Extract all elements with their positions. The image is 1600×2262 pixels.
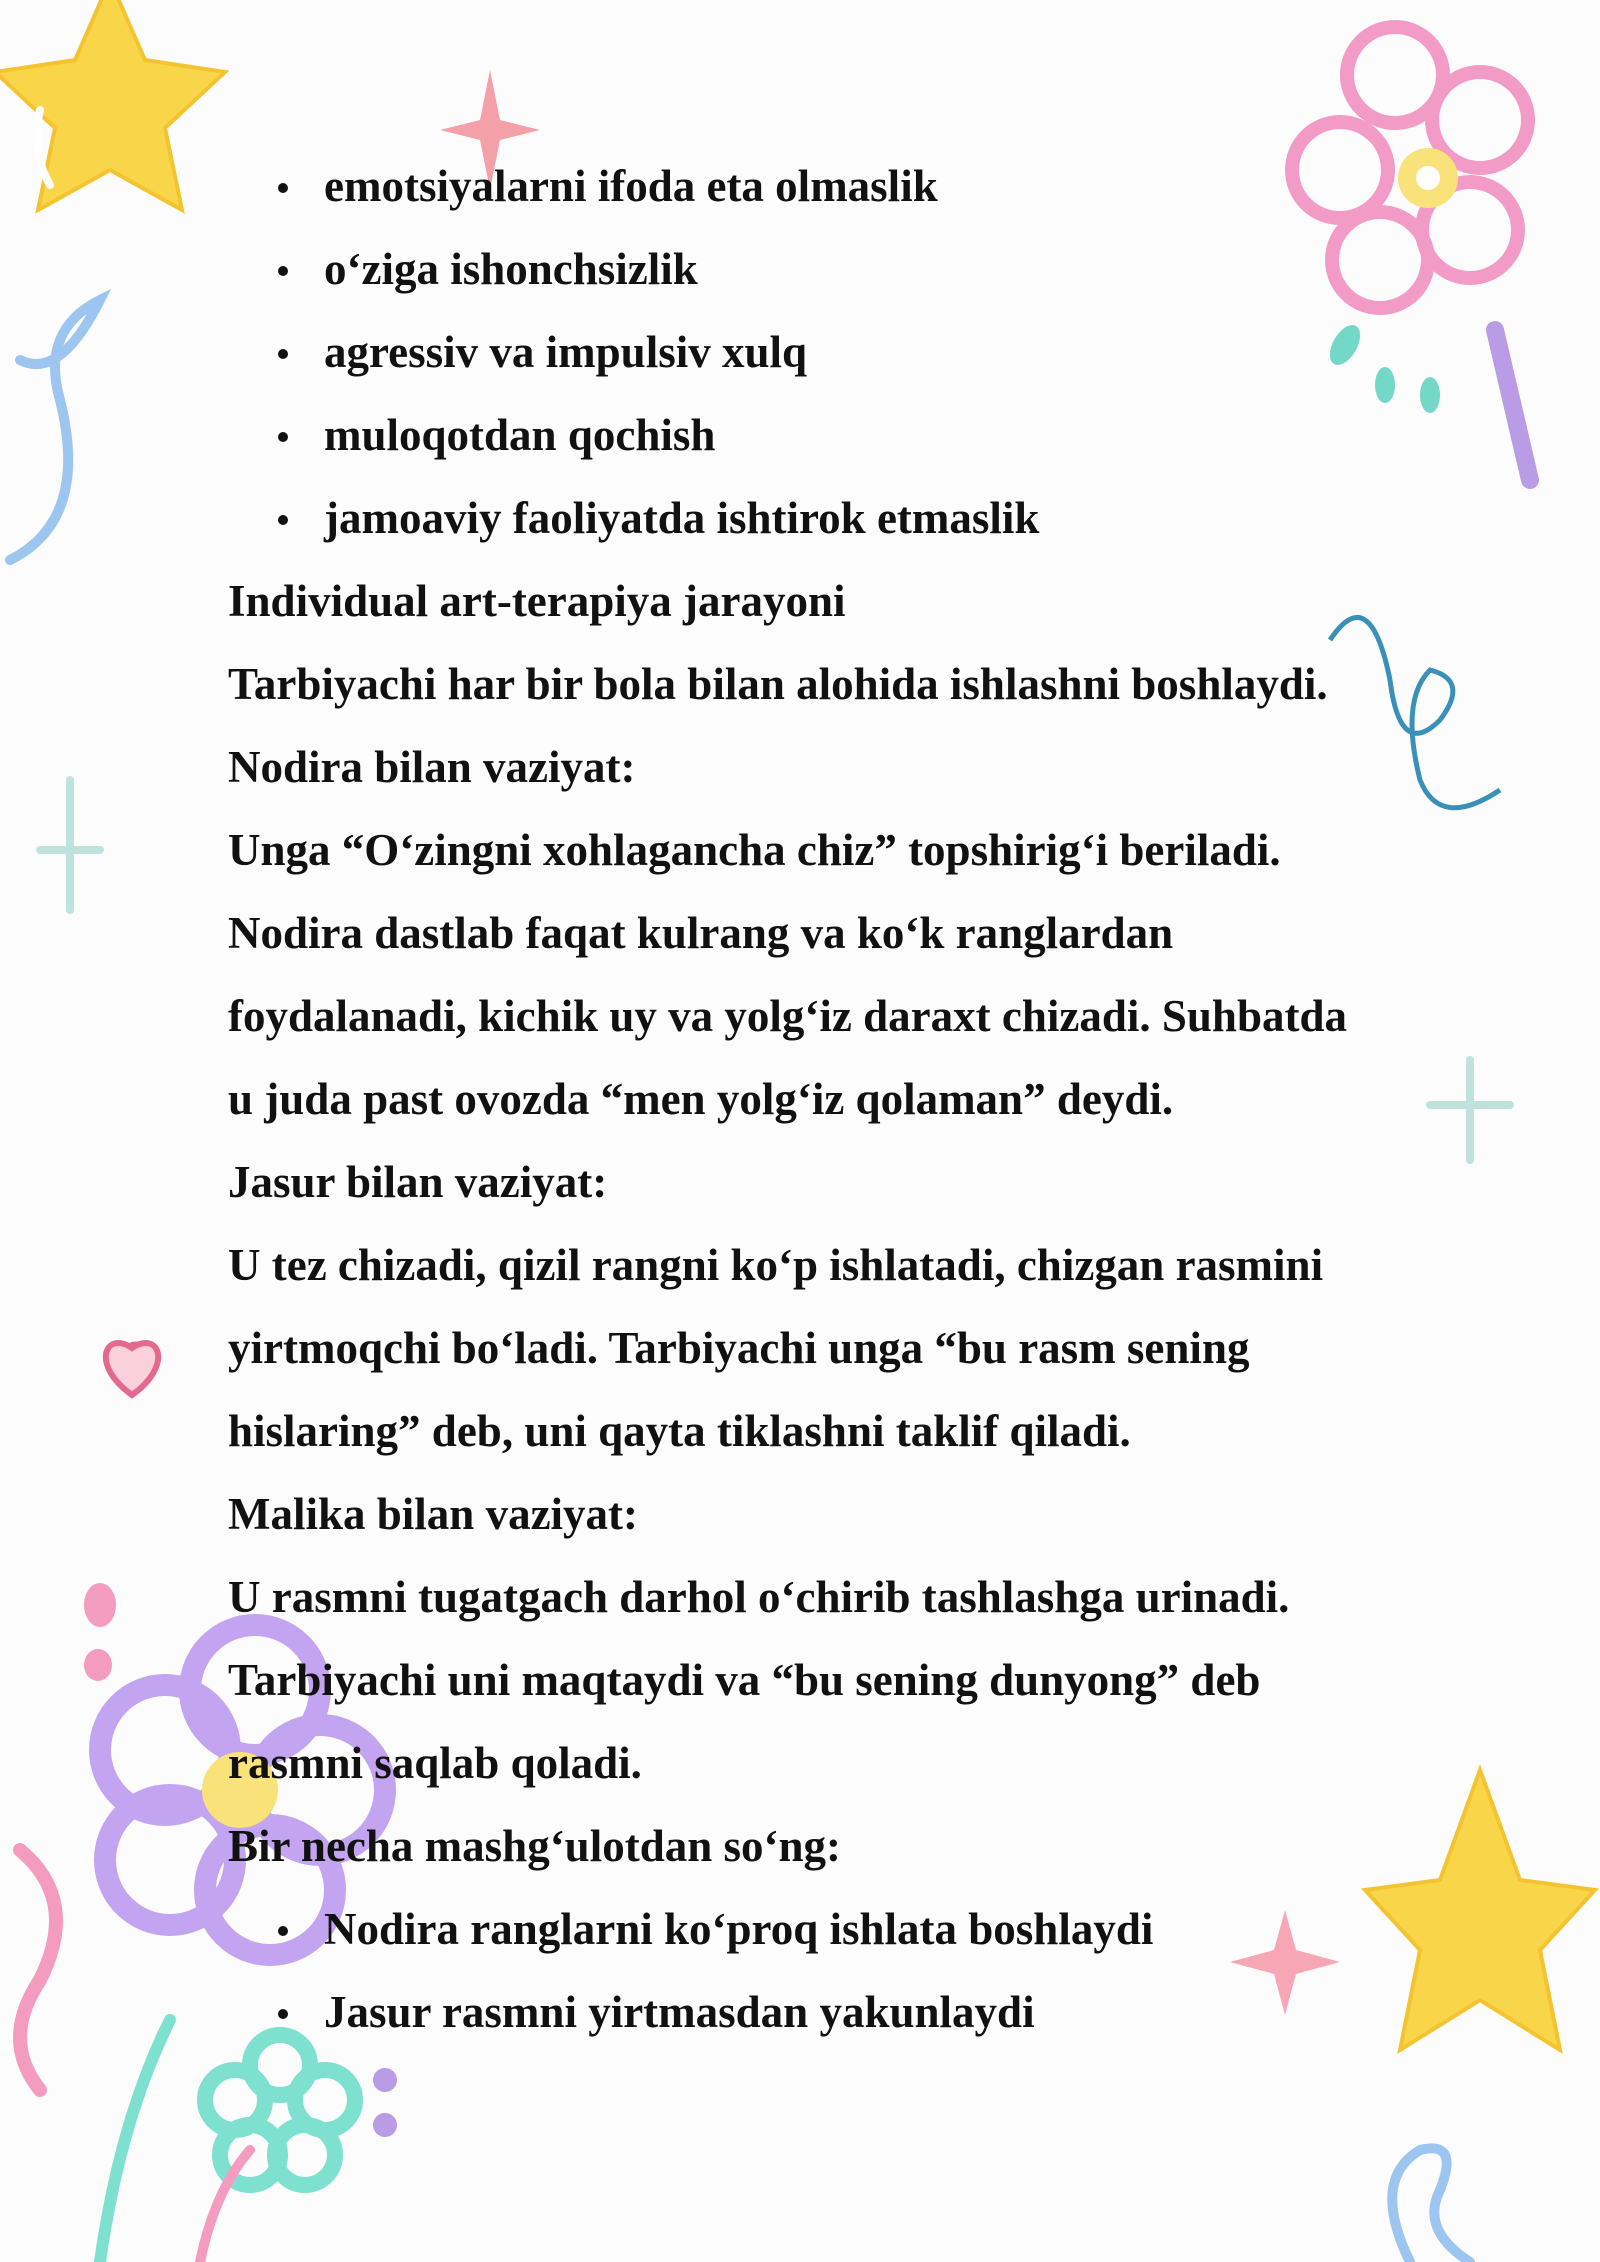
paragraph-line: hislaring” deb, uni qayta tiklashni taklif qiladi. — [228, 1406, 1131, 1456]
stroke-icon — [1495, 330, 1530, 480]
paragraph-line: rasmni saqlab qoladi. — [228, 1738, 642, 1788]
list-item-text: emotsiyalarni ifoda eta olmaslik — [324, 161, 938, 211]
list-item-text: muloqotdan qochish — [324, 410, 716, 460]
top-bullet-list — [228, 145, 1488, 560]
list-item — [228, 145, 1488, 228]
list-item — [228, 311, 1488, 394]
paragraph-line: U rasmni tugatgach darhol o‘chirib tashlashga urinadi. — [228, 1572, 1290, 1622]
list-item — [228, 477, 1488, 560]
list-item — [228, 228, 1488, 311]
bullet-icon — [278, 432, 288, 442]
paragraph-line: Nodira dastlab faqat kulrang va ko‘k ranglardan — [228, 908, 1174, 958]
bullet-icon — [278, 515, 288, 525]
document-body — [228, 145, 1488, 2054]
bullet-icon — [278, 266, 288, 276]
jasur-title: Jasur bilan vaziyat: — [228, 1157, 608, 1207]
list-item — [228, 1888, 1488, 1971]
paragraph-line: u juda past ovozda “men yolg‘iz qolaman” deydi. — [228, 1074, 1174, 1124]
swirl-icon — [10, 300, 100, 560]
list-item-text: Nodira ranglarni ko‘proq ishlata boshlaydi — [324, 1904, 1154, 1954]
bullet-icon — [278, 2009, 288, 2019]
paragraph-line: Tarbiyachi uni maqtaydi va “bu sening dunyong” deb — [228, 1655, 1261, 1705]
paragraph-line: foydalanadi, kichik uy va yolg‘iz daraxt chizadi. Suhbatda — [228, 991, 1347, 1041]
list-item — [228, 394, 1488, 477]
intro-paragraph: Tarbiyachi har bir bola bilan alohida ishlashni boshlaydi. — [228, 659, 1328, 709]
bullet-icon — [278, 1926, 288, 1936]
list-item — [228, 1971, 1488, 2054]
swirl-icon — [1392, 2148, 1470, 2262]
flower-icon — [205, 2035, 355, 2185]
bullet-icon — [278, 349, 288, 359]
paragraph-line: U tez chizadi, qizil rangni ko‘p ishlatadi, chizgan rasmini — [228, 1240, 1324, 1290]
list-item-text: o‘ziga ishonchsizlik — [324, 244, 698, 294]
nodira-title: Nodira bilan vaziyat: — [228, 742, 636, 792]
after-title: Bir necha mashg‘ulotdan so‘ng: — [228, 1821, 842, 1871]
star-icon — [0, 0, 225, 210]
after-bullet-list — [228, 1888, 1488, 2054]
list-item-text: agressiv va impulsiv xulq — [324, 327, 808, 377]
paragraph-line: yirtmoqchi bo‘ladi. Tarbiyachi unga “bu rasm sening — [228, 1323, 1250, 1373]
list-item-text: jamoaviy faoliyatda ishtirok etmaslik — [324, 493, 1040, 543]
list-item-text: Jasur rasmni yirtmasdan yakunlaydi — [324, 1987, 1035, 2037]
bullet-icon — [278, 183, 288, 193]
paragraph-line: Unga “O‘zingni xohlagancha chiz” topshirig‘i beriladi. — [228, 825, 1281, 875]
section-heading: Individual art-terapiya jarayoni — [228, 576, 846, 626]
malika-title: Malika bilan vaziyat: — [228, 1489, 639, 1539]
